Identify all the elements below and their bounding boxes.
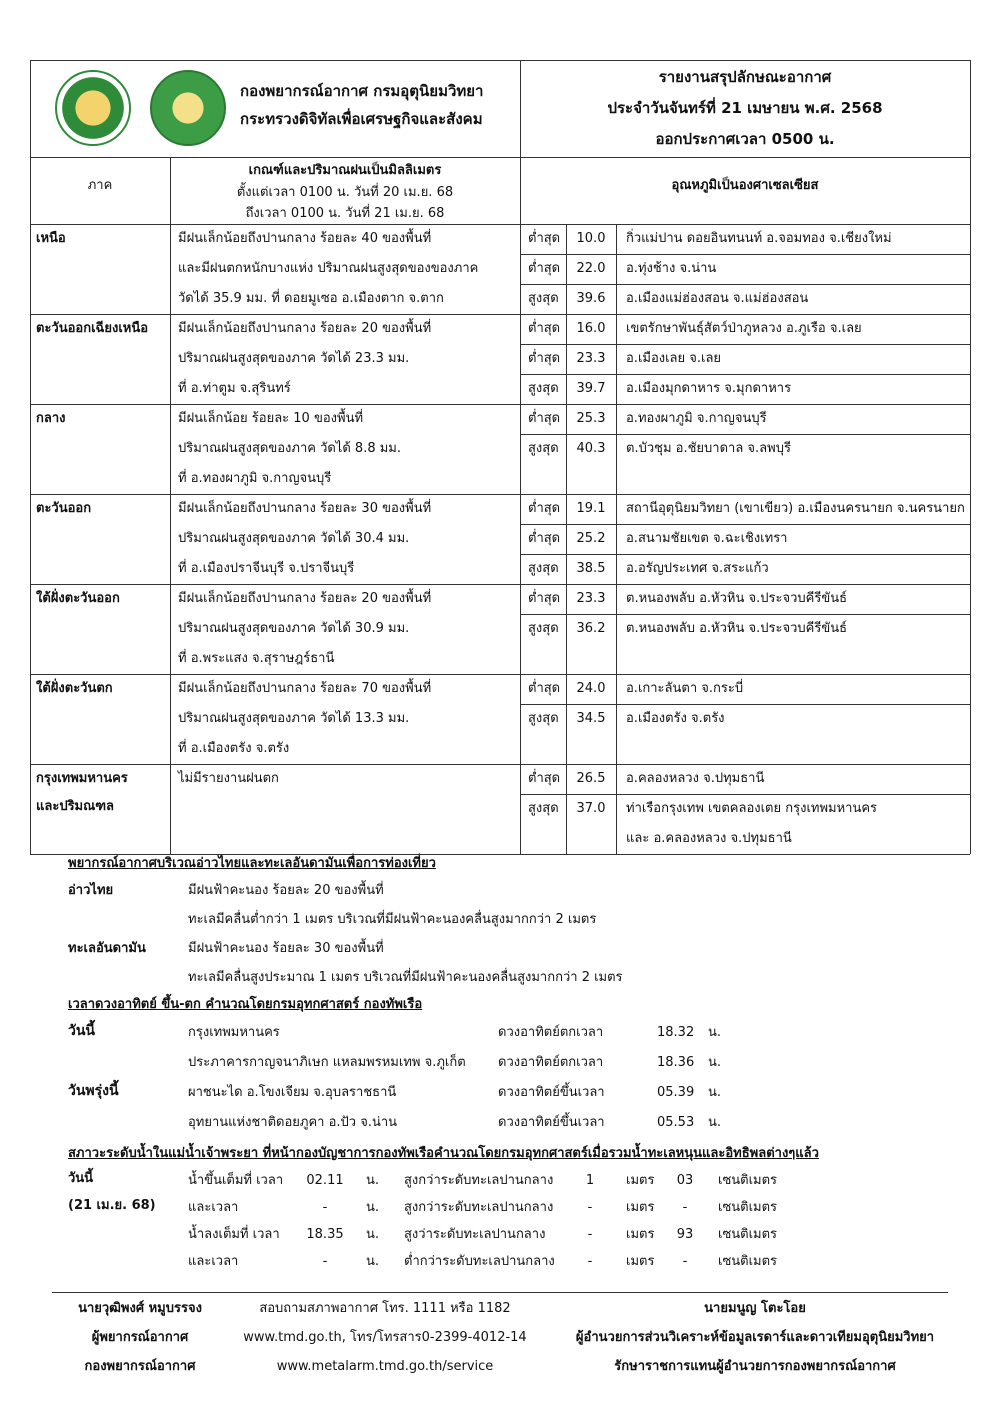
org-line1: กองพยากรณ์อากาศ กรมอุตุนิยมวิทยา [240, 82, 484, 100]
water-reference: ต่ำกว่าระดับทะเลปานกลาง [404, 1254, 555, 1269]
water-time: - [322, 1200, 328, 1215]
org-line2: กระทรวงดิจิทัลเพื่อเศรษฐกิจและสังคม [240, 110, 483, 128]
footer-rule [52, 1292, 948, 1293]
rain-line: ปริมาณฝนสูงสุดของภาค วัดได้ 8.8 มม. [178, 441, 401, 456]
temp-location: อ.ทองผาภูมิ จ.กาญจนบุรี [626, 411, 767, 426]
footer-director: ผู้อำนวยการส่วนวิเคราะห์ข้อมูลเรดาร์และดาวเทียมอุตุนิยมวิทยา [575, 1330, 935, 1345]
temp-location: อ.ทุ่งช้าง จ.น่าน [626, 261, 717, 276]
sun-unit: น. [708, 1055, 722, 1070]
sun-time: 05.53 [657, 1115, 695, 1130]
water-time-unit: น. [366, 1173, 380, 1188]
region-rule [30, 404, 970, 405]
water-meters-unit: เมตร [626, 1227, 655, 1242]
region-rule [30, 674, 970, 675]
temp-row-rule [520, 284, 970, 285]
region-rule [30, 314, 970, 315]
water-time-unit: น. [366, 1227, 380, 1242]
region-name: ใต้ฝั่งตะวันออก [36, 591, 120, 606]
water-cm-unit: เซนติเมตร [718, 1173, 778, 1188]
water-centimeters: 03 [676, 1173, 694, 1188]
col-header-rain-to: ถึงเวลา 0100 น. วันที่ 21 เม.ย. 68 [245, 206, 445, 221]
temp-value: 22.0 [576, 261, 606, 276]
region-name: กรุงเทพมหานคร [36, 771, 128, 786]
rain-line: ปริมาณฝนสูงสุดของภาค วัดได้ 30.4 มม. [178, 531, 410, 546]
water-date: (21 เม.ย. 68) [68, 1198, 156, 1213]
temp-value: 26.5 [576, 771, 606, 786]
temp-row-rule [520, 554, 970, 555]
col-rule-kind [566, 224, 567, 854]
col-header-rain-from: ตั้งแต่เวลา 0100 น. วันที่ 20 เม.ย. 68 [236, 185, 454, 200]
temp-value: 24.0 [576, 681, 606, 696]
water-time-unit: น. [366, 1200, 380, 1215]
report-title: รายงานสรุปลักษณะอากาศ [658, 68, 832, 86]
water-cm-unit: เซนติเมตร [718, 1254, 778, 1269]
marine-title: พยากรณ์อากาศบริเวณอ่าวไทยและทะเลอันดามันเพื่อการท่องเที่ยว [68, 856, 436, 871]
temp-value: 16.0 [576, 321, 606, 336]
temp-location: กิ่วแม่ปาน ดอยอินทนนท์ อ.จอมทอง จ.เชียงใหม่ [626, 231, 892, 246]
rain-line: ที่ อ.ท่าตูม จ.สุรินทร์ [178, 381, 291, 396]
sun-time: 18.36 [657, 1055, 695, 1070]
table-bottom-rule [30, 854, 970, 855]
temp-row-rule [520, 794, 970, 795]
temp-row-rule [520, 434, 970, 435]
temp-kind: ต่ำสุด [528, 261, 561, 276]
report-date: ประจำวันจันทร์ที่ 21 เมษายน พ.ศ. 2568 [607, 99, 883, 117]
temp-location: อ.สนามชัยเขต จ.ฉะเชิงเทรา [626, 531, 788, 546]
temp-kind: ต่ำสุด [528, 411, 561, 426]
sun-place: ผาชนะได อ.โขงเจียม จ.อุบลราชธานี [188, 1085, 397, 1100]
sun-event: ดวงอาทิตย์ตกเวลา [498, 1025, 604, 1040]
temp-location: เขตรักษาพันธุ์สัตว์ป่าภูหลวง อ.ภูเรือ จ.เลย [626, 321, 862, 336]
water-centimeters: - [682, 1254, 688, 1269]
rain-line: ที่ อ.ทองผาภูมิ จ.กาญจนบุรี [178, 471, 332, 486]
marine-line: มีฝนฟ้าคะนอง ร้อยละ 30 ของพื้นที่ [188, 941, 384, 956]
marine-area: ทะเลอันดามัน [68, 941, 146, 956]
rain-line: และมีฝนตกหนักบางแห่ง ปริมาณฝนสูงสุดของของภาค [178, 261, 479, 276]
col-header-temperature: อุณหภูมิเป็นองศาเซลเซียส [671, 178, 819, 193]
footer-forecaster: นายวุฒิพงศ์ หมูบรรจง [78, 1301, 202, 1316]
water-title: สภาวะระดับน้ำในแม่น้ำเจ้าพระยา ที่หน้ากองบัญชาการกองทัพเรือคำนวณโดยกรมอุทกศาสตร์เมื่อรวมน้ำทะเลหนุนและอิทธิพลต่างๆแล้ว [68, 1146, 819, 1161]
temp-location: อ.เกาะลันตา จ.กระบี่ [626, 681, 744, 696]
water-label: และเวลา [188, 1254, 239, 1269]
temp-value: 25.2 [576, 531, 606, 546]
temp-kind: ต่ำสุด [528, 501, 561, 516]
temp-kind: สูงสุด [528, 621, 559, 636]
rain-line: ที่ อ.เมืองตรัง จ.ตรัง [178, 741, 290, 756]
temp-value: 39.7 [576, 381, 606, 396]
table-top-rule [30, 60, 970, 61]
water-reference: สูงว่าระดับทะเลปานกลาง [404, 1227, 546, 1242]
footer-forecaster: ผู้พยากรณ์อากาศ [91, 1330, 189, 1345]
rain-line: ไม่มีรายงานฝนตก [178, 771, 279, 786]
rain-line: ปริมาณฝนสูงสุดของภาค วัดได้ 30.9 มม. [178, 621, 410, 636]
temp-kind: ต่ำสุด [528, 771, 561, 786]
water-meters: - [587, 1227, 593, 1242]
sun-unit: น. [708, 1025, 722, 1040]
water-time: - [322, 1254, 328, 1269]
region-rule [30, 224, 970, 225]
water-meters-unit: เมตร [626, 1200, 655, 1215]
header-bottom-rule [30, 157, 970, 158]
temp-kind: สูงสุด [528, 441, 559, 456]
temp-value: 36.2 [576, 621, 606, 636]
water-meters-unit: เมตร [626, 1173, 655, 1188]
footer-contact: สอบถามสภาพอากาศ โทร. 1111 หรือ 1182 [259, 1301, 511, 1316]
table-left-rule [30, 60, 31, 854]
rain-line: ปริมาณฝนสูงสุดของภาค วัดได้ 13.3 มม. [178, 711, 410, 726]
temp-value: 40.3 [576, 441, 606, 456]
temp-row-rule [520, 374, 970, 375]
temp-value: 25.3 [576, 411, 606, 426]
temp-row-rule [520, 524, 970, 525]
water-label: น้ำขึ้นเต็มที่ เวลา [188, 1173, 284, 1188]
temp-value: 10.0 [576, 231, 606, 246]
temp-kind: สูงสุด [528, 711, 559, 726]
sun-place: ประภาคารกาญจนาภิเษก แหลมพรหมเทพ จ.ภูเก็ต [188, 1055, 466, 1070]
temp-location: อ.คลองหลวง จ.ปทุมธานี [626, 771, 765, 786]
rain-line: มีฝนเล็กน้อย ร้อยละ 10 ของพื้นที่ [178, 411, 364, 426]
col-rule-temp [520, 60, 521, 854]
col-rule-rain [170, 157, 171, 854]
temp-location: ท่าเรือกรุงเทพ เขตคลองเตย กรุงเทพมหานคร [626, 801, 878, 816]
rain-line: มีฝนเล็กน้อยถึงปานกลาง ร้อยละ 20 ของพื้นที่ [178, 321, 432, 336]
temp-value: 37.0 [576, 801, 606, 816]
temp-location: ต.บัวชุม อ.ชัยบาดาล จ.ลพบุรี [626, 441, 791, 456]
col-rule-value [616, 224, 617, 854]
marine-area: อ่าวไทย [68, 883, 114, 898]
rain-line: มีฝนเล็กน้อยถึงปานกลาง ร้อยละ 70 ของพื้นที่ [178, 681, 432, 696]
water-day: วันนี้ [68, 1171, 94, 1186]
footer-director: นายมนูญ โตะโอย [704, 1301, 806, 1316]
temp-value: 38.5 [576, 561, 606, 576]
temp-kind: ต่ำสุด [528, 591, 561, 606]
water-centimeters: - [682, 1200, 688, 1215]
marine-line: ทะเลมีคลื่นต่ำกว่า 1 เมตร บริเวณที่มีฝนฟ้าคะนองคลื่นสูงมากกว่า 2 เมตร [188, 912, 597, 927]
temp-kind: ต่ำสุด [528, 351, 561, 366]
temp-row-rule [520, 614, 970, 615]
temp-kind: ต่ำสุด [528, 321, 561, 336]
temp-value: 34.5 [576, 711, 606, 726]
water-time-unit: น. [366, 1254, 380, 1269]
region-name: ใต้ฝั่งตะวันตก [36, 681, 113, 696]
sun-event: ดวงอาทิตย์ขึ้นเวลา [498, 1085, 605, 1100]
sun-event: ดวงอาทิตย์ขึ้นเวลา [498, 1115, 605, 1130]
water-cm-unit: เซนติเมตร [718, 1227, 778, 1242]
temp-kind: สูงสุด [528, 561, 559, 576]
rain-line: มีฝนเล็กน้อยถึงปานกลาง ร้อยละ 20 ของพื้นที่ [178, 591, 432, 606]
temp-value: 39.6 [576, 291, 606, 306]
water-time: 02.11 [306, 1173, 344, 1188]
water-reference: สูงกว่าระดับทะเลปานกลาง [404, 1200, 554, 1215]
marine-line: มีฝนฟ้าคะนอง ร้อยละ 20 ของพื้นที่ [188, 883, 384, 898]
table-right-rule [970, 60, 971, 854]
temp-location: อ.เมืองแม่ฮ่องสอน จ.แม่ฮ่องสอน [626, 291, 809, 306]
col-header-region: ภาค [87, 178, 113, 193]
water-cm-unit: เซนติเมตร [718, 1200, 778, 1215]
temp-row-rule [520, 344, 970, 345]
sun-time: 18.32 [657, 1025, 695, 1040]
rain-line: วัดได้ 35.9 มม. ที่ ดอยมูเซอ อ.เมืองตาก จ.ตาก [178, 291, 444, 306]
sun-unit: น. [708, 1085, 722, 1100]
water-meters-unit: เมตร [626, 1254, 655, 1269]
rain-line: มีฝนเล็กน้อยถึงปานกลาง ร้อยละ 30 ของพื้นที่ [178, 501, 432, 516]
temp-kind: สูงสุด [528, 381, 559, 396]
rain-line: มีฝนเล็กน้อยถึงปานกลาง ร้อยละ 40 ของพื้นที่ [178, 231, 432, 246]
temp-location: ต.หนองพลับ อ.หัวหิน จ.ประจวบคีรีขันธ์ [626, 621, 848, 636]
rain-line: ปริมาณฝนสูงสุดของภาค วัดได้ 23.3 มม. [178, 351, 410, 366]
temp-kind: ต่ำสุด [528, 681, 561, 696]
region-rule [30, 494, 970, 495]
sun-unit: น. [708, 1115, 722, 1130]
sun-place: กรุงเทพมหานคร [188, 1025, 280, 1040]
temp-location: อ.เมืองตรัง จ.ตรัง [626, 711, 725, 726]
rain-line: ที่ อ.เมืองปราจีนบุรี จ.ปราจีนบุรี [178, 561, 355, 576]
water-label: น้ำลงเต็มที่ เวลา [188, 1227, 280, 1242]
marine-line: ทะเลมีคลื่นสูงประมาณ 1 เมตร บริเวณที่มีฝนฟ้าคะนองคลื่นสูงมากกว่า 2 เมตร [188, 970, 623, 985]
sun-place: อุทยานแห่งชาติดอยภูคา อ.ปัว จ.น่าน [188, 1115, 398, 1130]
temp-kind: สูงสุด [528, 801, 559, 816]
water-meters: - [587, 1254, 593, 1269]
water-centimeters: 93 [676, 1227, 694, 1242]
footer-forecaster: กองพยากรณ์อากาศ [84, 1359, 196, 1374]
region-name: ตะวันออก [36, 501, 92, 516]
temp-row-rule [520, 254, 970, 255]
temp-location: สถานีอุตุนิยมวิทยา (เขาเขียว) อ.เมืองนครนายก จ.นครนายก [626, 501, 965, 516]
temp-location: ต.หนองพลับ อ.หัวหิน จ.ประจวบคีรีขันธ์ [626, 591, 848, 606]
temp-location: อ.เมืองมุกดาหาร จ.มุกดาหาร [626, 381, 792, 396]
rain-line: ที่ อ.พระแสง จ.สุราษฎร์ธานี [178, 651, 335, 666]
temp-value: 23.3 [576, 351, 606, 366]
region-name: เหนือ [36, 231, 66, 246]
footer-director: รักษาราชการแทนผู้อำนวยการกองพยากรณ์อากาศ [614, 1359, 896, 1374]
report-issue-time: ออกประกาศเวลา 0500 น. [655, 130, 835, 148]
sun-event: ดวงอาทิตย์ตกเวลา [498, 1055, 604, 1070]
temp-value: 19.1 [576, 501, 606, 516]
temp-row-rule [520, 704, 970, 705]
water-reference: สูงกว่าระดับทะเลปานกลาง [404, 1173, 554, 1188]
col-header-rain-title: เกณฑ์และปริมาณฝนเป็นมิลลิเมตร [248, 163, 442, 178]
temp-kind: ต่ำสุด [528, 531, 561, 546]
sun-time: 05.39 [657, 1085, 695, 1100]
sun-day: วันพรุ่งนี้ [68, 1083, 119, 1099]
temp-location: อ.เมืองเลย จ.เลย [626, 351, 722, 366]
water-time: 18.35 [306, 1227, 344, 1242]
temp-location: และ อ.คลองหลวง จ.ปทุมธานี [626, 831, 792, 846]
sun-title: เวลาดวงอาทิตย์ ขึ้น-ตก คำนวณโดยกรมอุทกศาสตร์ กองทัพเรือ [68, 997, 423, 1012]
footer-contact: www.tmd.go.th, โทร/โทรสาร0-2399-4012-14 [243, 1330, 527, 1345]
footer-contact: www.metalarm.tmd.go.th/service [276, 1359, 494, 1374]
region-name: กลาง [36, 411, 66, 426]
water-meters: 1 [585, 1173, 595, 1188]
temp-location: อ.อรัญประเทศ จ.สระแก้ว [626, 561, 769, 576]
region-name: และปริมณฑล [36, 799, 114, 814]
sun-day: วันนี้ [68, 1023, 96, 1039]
water-meters: - [587, 1200, 593, 1215]
temp-kind: สูงสุด [528, 291, 559, 306]
region-rule [30, 584, 970, 585]
region-rule [30, 764, 970, 765]
temp-kind: ต่ำสุด [528, 231, 561, 246]
temp-value: 23.3 [576, 591, 606, 606]
water-label: และเวลา [188, 1200, 239, 1215]
region-name: ตะวันออกเฉียงเหนือ [36, 321, 149, 336]
